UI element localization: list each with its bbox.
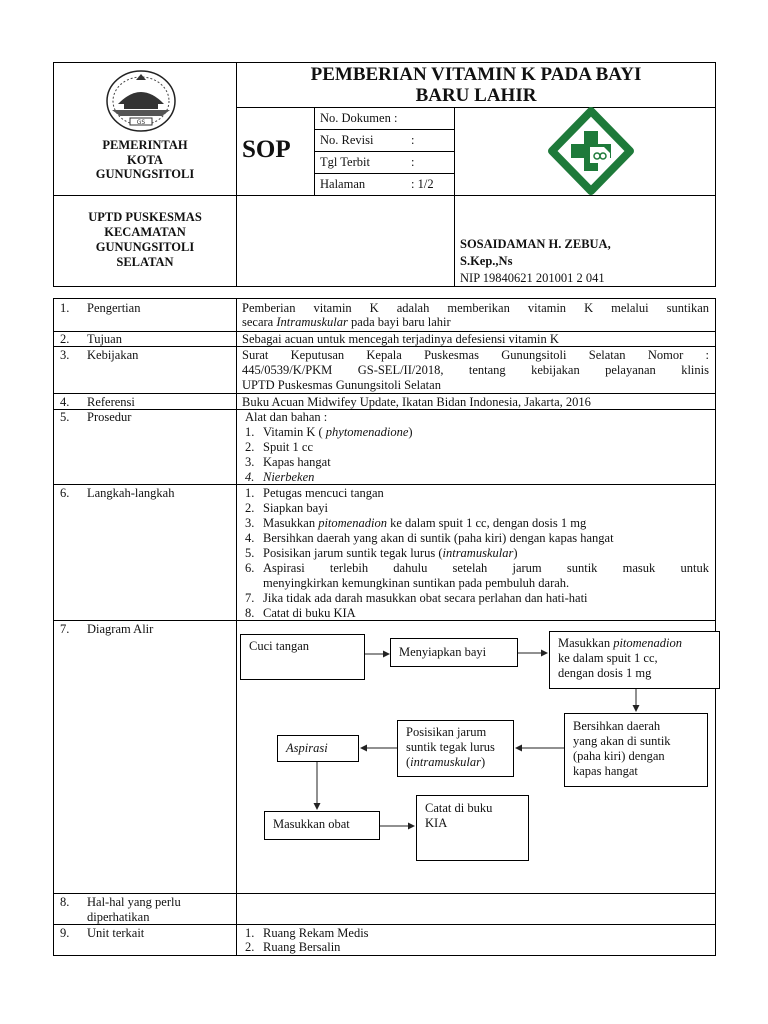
uptd-line-1: UPTD PUSKESMAS	[88, 210, 202, 224]
flow-step-prepare-baby: Menyiapkan bayi	[390, 638, 518, 667]
row-6-label: Langkah-langkah	[87, 486, 175, 500]
row-8-number: 8.	[60, 895, 70, 909]
policy-text-line-1: Surat Keputusan Kepala Puskesmas Gunungsitoli Selatan Nomor :	[242, 348, 709, 362]
doc-number-label: No. Dokumen :	[320, 111, 398, 125]
row-5-number: 5.	[60, 410, 70, 424]
row-5-label: Prosedur	[87, 410, 132, 424]
row-4-number: 4.	[60, 395, 70, 409]
page-value: : 1/2	[411, 177, 434, 191]
list-item: 3. Masukkan pitomenadion ke dalam spuit 1 cc, dengan dosis 1 mg	[245, 516, 587, 530]
row-8-label-line-2: diperhatikan	[87, 910, 150, 924]
list-item: 2. Spuit 1 cc	[245, 440, 313, 454]
flow-step-inject: Masukkan obat	[264, 811, 380, 840]
row-3-label: Kebijakan	[87, 348, 139, 362]
list-item: 7. Jika tidak ada darah masukkan obat secara perlahan dan hati-hati	[245, 591, 588, 605]
row-1-label: Pengertian	[87, 301, 141, 315]
policy-text-line-2: 445/0539/K/PKM GS-SEL/II/2018, tentang kebijakan pelayanan klinis	[242, 363, 709, 377]
revision-colon: :	[411, 133, 415, 147]
policy-text-line-3: UPTD Puskesmas Gunungsitoli Selatan	[242, 378, 441, 392]
row-3-number: 3.	[60, 348, 70, 362]
list-item: 3. Kapas hangat	[245, 455, 331, 469]
flow-step-position-needle: Posisikan jarum suntik tegak lurus (intramuskular)	[397, 720, 514, 777]
list-item: 6. Aspirasi terlebih dahulu setelah jarum suntik masuk untuk	[245, 561, 709, 575]
list-item: 2. Siapkan bayi	[245, 501, 328, 515]
row-1-number: 1.	[60, 301, 70, 315]
row-4-label: Referensi	[87, 395, 135, 409]
issue-date-label: Tgl Terbit	[320, 155, 370, 169]
definition-text-line-2: secara Intramuskular pada bayi baru lahir	[242, 315, 451, 329]
uptd-line-4: SELATAN	[116, 255, 174, 269]
row-7-number: 7.	[60, 622, 70, 636]
flow-step-clean-area: Bersihkan daerah yang akan di suntik (paha kiri) dengan kapas hangat	[564, 713, 708, 787]
row-9-number: 9.	[60, 926, 70, 940]
list-item: 1. Petugas mencuci tangan	[245, 486, 384, 500]
flow-step-aspirate: Aspirasi	[277, 735, 359, 762]
svg-text:GS: GS	[136, 119, 146, 126]
signer-nip: NIP 19840621 201001 2 041	[460, 271, 605, 285]
org-line-2: KOTA	[127, 152, 163, 167]
doc-title-line-2: BARU LAHIR	[415, 85, 537, 106]
uptd-line-3: GUNUNGSITOLI	[95, 240, 195, 254]
row-2-label: Tujuan	[87, 332, 122, 346]
sop-label: SOP	[242, 136, 291, 163]
row-7-label: Diagram Alir	[87, 622, 154, 636]
list-item: 1. Vitamin K ( phytomenadione)	[245, 425, 413, 439]
purpose-text: Sebagai acuan untuk mencegah terjadinya defesiensi vitamin K	[242, 332, 559, 346]
list-item: 5. Posisikan jarum suntik tegak lurus (intramuskular)	[245, 546, 518, 560]
row-8-label-line-1: Hal-hal yang perlu	[87, 895, 181, 909]
signer-name: SOSAIDAMAN H. ZEBUA,	[460, 237, 611, 251]
flow-step-record-kia: Catat di buku KIA	[416, 795, 529, 861]
list-item: 4. Bersihkan daerah yang akan di suntik (paha kiri) dengan kapas hangat	[245, 531, 614, 545]
row-6-number: 6.	[60, 486, 70, 500]
row-2-number: 2.	[60, 332, 70, 346]
flow-step-wash-hands: Cuci tangan	[240, 634, 365, 680]
list-item: 1. Ruang Rekam Medis	[245, 926, 369, 940]
list-item-continuation: menyingkirkan kemungkinan suntikan pada pembuluh darah.	[263, 576, 570, 590]
org-line-1: PEMERINTAH	[102, 138, 188, 152]
flow-step-insert-vitamin: Masukkan pitomenadion ke dalam spuit 1 cc, dengan dosis 1 mg	[549, 631, 720, 689]
doc-title-line-1: PEMBERIAN VITAMIN K PADA BAYI	[310, 64, 642, 85]
materials-intro: Alat dan bahan :	[245, 410, 328, 424]
list-item: 4. Nierbeken	[245, 470, 315, 484]
uptd-line-2: KECAMATAN	[104, 225, 186, 239]
definition-text-line-1: Pemberian vitamin K adalah memberikan vitamin K melalui suntikan	[242, 301, 709, 315]
list-item: 2. Ruang Bersalin	[245, 940, 341, 954]
revision-label: No. Revisi	[320, 133, 374, 147]
reference-text: Buku Acuan Midwifey Update, Ikatan Bidan Indonesia, Jakarta, 2016	[242, 395, 591, 409]
page-label: Halaman	[320, 177, 366, 191]
signer-title: S.Kep.,Ns	[460, 254, 513, 268]
list-item: 8. Catat di buku KIA	[245, 606, 356, 620]
issue-date-colon: :	[411, 155, 415, 169]
row-9-label: Unit terkait	[87, 926, 145, 940]
org-line-3: GUNUNGSITOLI	[95, 167, 195, 181]
